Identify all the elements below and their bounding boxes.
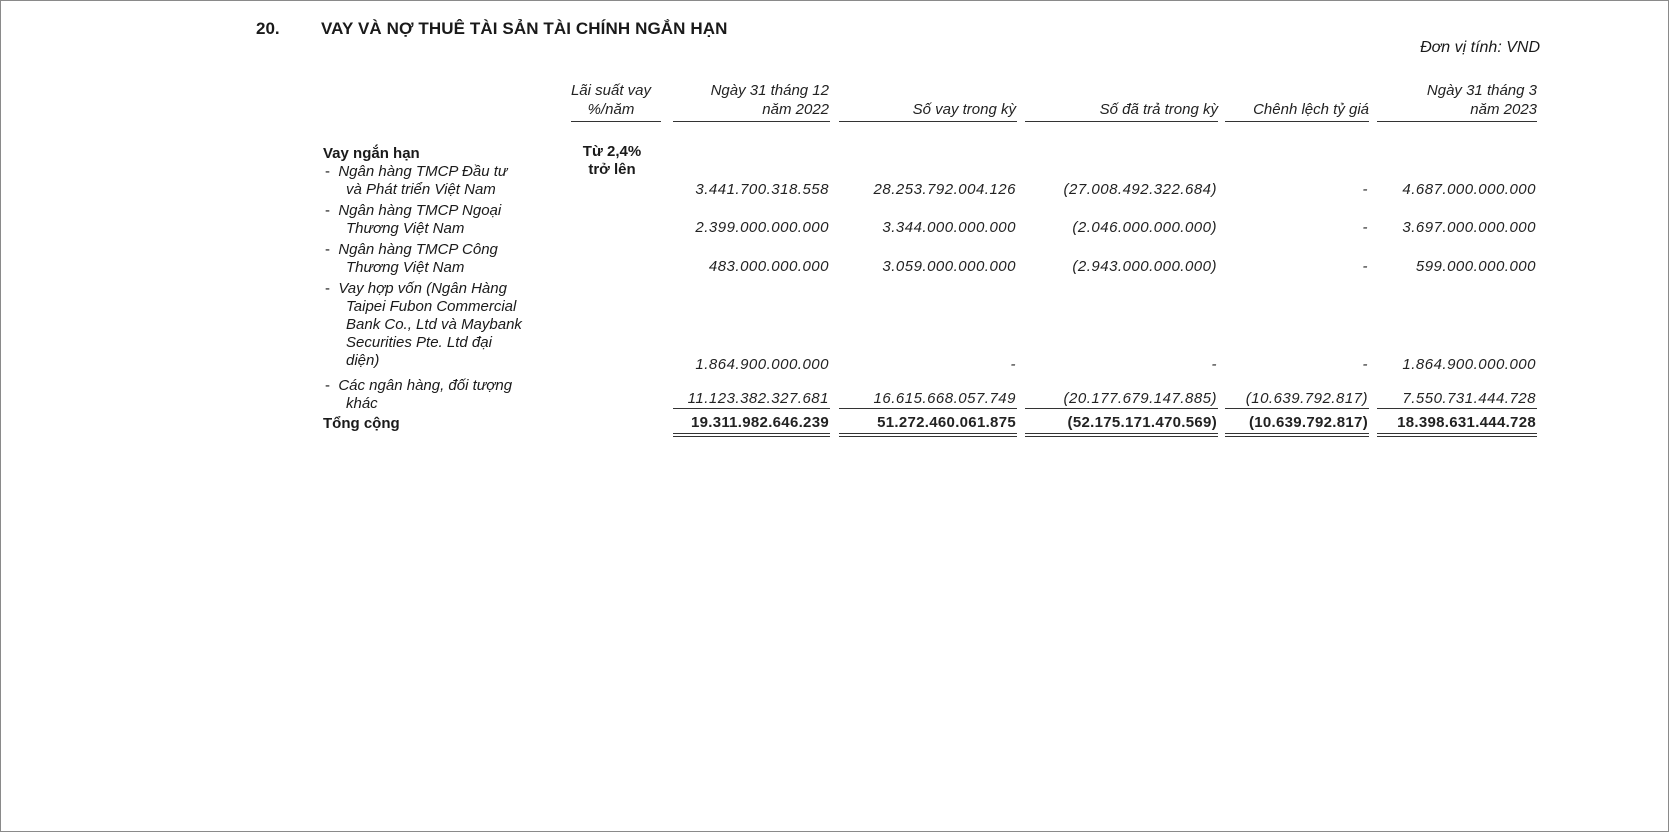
row-label-line: Bank Co., Ltd và Maybank (346, 316, 522, 333)
subtotal-rule (1225, 408, 1369, 409)
total-borrowed: 51.272.460.061.875 (877, 414, 1016, 431)
group-label: Vay ngắn hạn (323, 145, 420, 162)
cell-repaid: (2.943.000.000.000) (1072, 258, 1217, 275)
row-label-line: Taipei Fubon Commercial (346, 298, 517, 315)
total-fx-diff: (10.639.792.817) (1248, 414, 1368, 431)
table-row-label: - Vay hợp vốn (Ngân Hàng Taipei Fubon Commercial Bank Co., Ltd và Maybank Securities Pte. Ltd đại diện) (325, 280, 522, 369)
total-closing: 18.398.631.444.728 (1397, 414, 1536, 431)
total-double-rule (1025, 433, 1218, 437)
cell-closing: 4.687.000.000.000 (1402, 181, 1536, 198)
header-closing-line2: năm 2023 (1470, 101, 1537, 118)
cell-fx-diff: (10.639.792.817) (1245, 390, 1368, 407)
header-underline-opening (673, 121, 830, 122)
header-underline-repaid (1025, 121, 1218, 122)
cell-borrowed: 3.059.000.000.000 (882, 258, 1016, 275)
cell-closing: 1.864.900.000.000 (1402, 356, 1536, 373)
subtotal-rule (839, 408, 1017, 409)
row-label-line: Các ngân hàng, đối tượng (338, 377, 513, 394)
header-underline-borrowed (839, 121, 1017, 122)
header-closing-line1: Ngày 31 tháng 3 (1426, 82, 1537, 99)
header-rate-line2: %/năm (587, 101, 635, 118)
row-label-line: khác (346, 395, 378, 412)
table-row-label: - Ngân hàng TMCP Đầu tư và Phát triển Việt Nam (325, 163, 508, 198)
cell-repaid: (2.046.000.000.000) (1072, 219, 1217, 236)
cell-fx-diff: - (1362, 219, 1368, 236)
total-label: Tổng cộng (323, 415, 400, 432)
cell-opening: 11.123.382.327.681 (687, 390, 829, 407)
header-closing (1377, 81, 1537, 119)
unit-label: Đơn vị tính: VND (1420, 39, 1540, 56)
header-rate-line1: Lãi suất vay (570, 82, 652, 99)
subtotal-rule (1377, 408, 1537, 409)
row-label-line: Securities Pte. Ltd đại (346, 334, 492, 351)
section-title: VAY VÀ NỢ THUÊ TÀI SẢN TÀI CHÍNH NGẮN HẠN (321, 19, 728, 38)
cell-opening: 1.864.900.000.000 (695, 356, 829, 373)
header-opening-line2: năm 2022 (762, 101, 829, 118)
header-underline-rate (571, 121, 661, 122)
cell-closing: 7.550.731.444.728 (1402, 390, 1536, 407)
table-row-label: - Các ngân hàng, đối tượng khác (325, 377, 513, 412)
total-repaid: (52.175.171.470.569) (1067, 414, 1217, 431)
row-label-line: Thương Việt Nam (346, 259, 465, 276)
row-label-line: Ngân hàng TMCP Công (338, 241, 498, 258)
row-label-line: Thương Việt Nam (346, 220, 465, 237)
cell-borrowed: 16.615.668.057.749 (873, 390, 1016, 407)
total-double-rule (673, 433, 830, 437)
row-label-line: diện) (346, 352, 380, 369)
cell-fx-diff: - (1362, 356, 1368, 373)
header-repaid: Số đã trả trong kỳ (1099, 101, 1218, 118)
section-number: 20. (256, 19, 280, 38)
group-rate-line1: Từ 2,4% (582, 143, 642, 160)
cell-repaid: (27.008.492.322.684) (1063, 181, 1217, 198)
cell-opening: 483.000.000.000 (708, 258, 829, 275)
row-label-line: Ngân hàng TMCP Ngoại (338, 202, 502, 219)
table-row-label: - Ngân hàng TMCP Công Thương Việt Nam (325, 241, 498, 276)
header-opening (661, 81, 829, 119)
header-opening-line1: Ngày 31 tháng 12 (710, 82, 829, 99)
cell-repaid: (20.177.679.147.885) (1063, 390, 1217, 407)
cell-opening: 3.441.700.318.558 (695, 181, 829, 198)
total-double-rule (839, 433, 1017, 437)
cell-borrowed: 28.253.792.004.126 (873, 181, 1016, 198)
header-rate (561, 81, 661, 119)
cell-opening: 2.399.000.000.000 (695, 219, 829, 236)
header-underline-closing (1377, 121, 1537, 122)
total-double-rule (1377, 433, 1537, 437)
cell-repaid: - (1211, 356, 1217, 373)
row-label-line: và Phát triển Việt Nam (346, 181, 496, 198)
cell-closing: 3.697.000.000.000 (1402, 219, 1536, 236)
group-rate-line2: trở lên (588, 161, 636, 178)
cell-borrowed: - (1010, 356, 1016, 373)
header-fx-diff: Chênh lệch tỷ giá (1253, 101, 1369, 118)
total-opening: 19.311.982.646.239 (690, 414, 829, 431)
cell-fx-diff: - (1362, 181, 1368, 198)
row-label-line: Vay hợp vốn (Ngân Hàng (338, 280, 507, 297)
header-borrowed: Số vay trong kỳ (912, 101, 1016, 118)
header-underline-fx-diff (1225, 121, 1369, 122)
subtotal-rule (1025, 408, 1218, 409)
table-row-label: - Ngân hàng TMCP Ngoại Thương Việt Nam (325, 202, 502, 237)
subtotal-rule (673, 408, 830, 409)
cell-borrowed: 3.344.000.000.000 (882, 219, 1016, 236)
total-double-rule (1225, 433, 1369, 437)
group-rate (571, 143, 653, 179)
row-label-line: Ngân hàng TMCP Đầu tư (338, 163, 508, 180)
cell-closing: 599.000.000.000 (1415, 258, 1536, 275)
cell-fx-diff: - (1362, 258, 1368, 275)
